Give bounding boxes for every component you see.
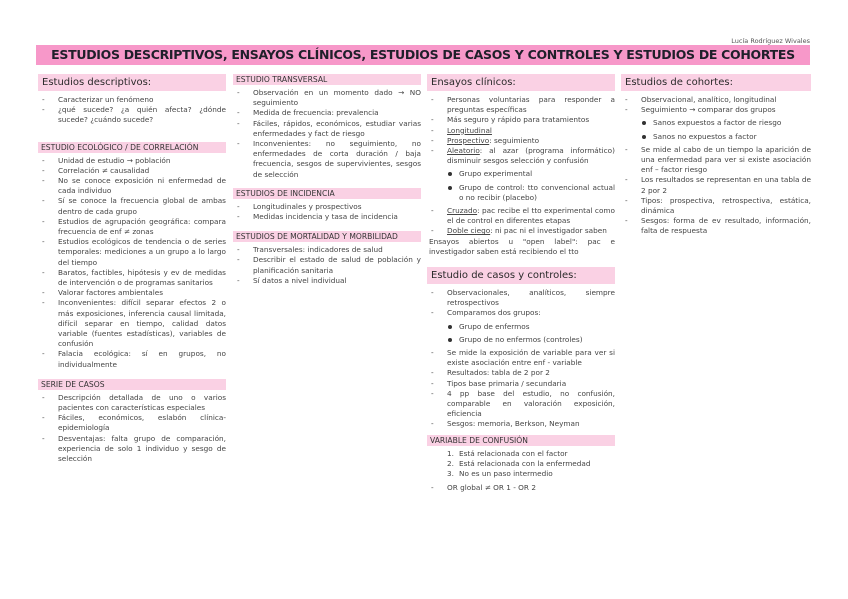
list-casos <box>427 288 615 430</box>
list-item: Sanos no expuestos a factor <box>621 132 811 142</box>
section-header-ensayos: Ensayos clínicos: <box>427 74 615 91</box>
list-transversal <box>233 88 421 180</box>
list-item: - Sí se conoce la frecuencia global de ambas dentro de cada grupo <box>38 196 226 216</box>
list-item: - Fáciles, económicos, eslabón clínica-epidemiología <box>38 413 226 433</box>
subheader-mortalidad: ESTUDIOS DE MORTALIDAD Y MORBILIDAD <box>233 231 421 242</box>
list-item: - Medidas incidencia y tasa de incidencia <box>233 212 421 222</box>
subheader-confusion: VARIABLE DE CONFUSIÓN <box>427 435 615 446</box>
list-item: - Desventajas: falta grupo de comparación, experiencia de solo 1 individuo y sesgo de selección <box>38 434 226 465</box>
list-ensayos <box>427 95 615 257</box>
term-prospectivo: Prospectivo <box>447 135 490 145</box>
subheader-incidencia: ESTUDIOS DE INCIDENCIA <box>233 188 421 199</box>
list-item: - Sí datos a nivel individual <box>233 276 421 286</box>
subheader-transversal: ESTUDIO TRANSVERSAL <box>233 74 421 85</box>
subheader-ecologico: ESTUDIO ECOLÓGICO / DE CORRELACIÓN <box>38 142 226 153</box>
subheader-serie-casos: SERIE DE CASOS <box>38 379 226 390</box>
term-doble-ciego-desc: : ni pac ni el investigador saben <box>490 226 607 236</box>
list-item: - Estudios de agrupación geográfica: compara frecuencia de enf ≠ zonas <box>38 217 226 237</box>
list-mortalidad <box>233 245 421 286</box>
term-cruzado: Cruzado <box>447 206 478 216</box>
list-item <box>427 226 615 236</box>
list-item: - Personas voluntarias para responder a preguntas específicas <box>427 95 615 115</box>
list-cohortes <box>621 95 811 237</box>
column-transversal <box>233 74 421 286</box>
list-text: Está relacionada con la enfermedad <box>459 458 591 468</box>
list-item <box>427 206 615 226</box>
list-item: - 4 pp base del estudio, no confusión, comparable en valoración exposición, eficiencia <box>427 389 615 420</box>
list-item: - Longitudinales y prospectivos <box>233 202 421 212</box>
list-item <box>427 449 615 459</box>
list-text: Está relacionada con el factor <box>459 448 568 458</box>
list-incidencia <box>233 202 421 222</box>
list-item <box>427 146 615 166</box>
list-item: Grupo experimental <box>427 169 615 179</box>
term-longitudinal: Longitudinal <box>447 125 492 135</box>
list-item: - ¿qué sucede? ¿a quién afecta? ¿dónde sucede? ¿cuándo sucede? <box>38 105 226 125</box>
list-item: Grupo de control: tto convencional actual o no recibir (placebo) <box>427 183 615 203</box>
list-item: - Estudios ecológicos de tendencia o de series temporales: mediciones a un grupo a lo largo del tiempo <box>38 237 226 268</box>
list-item: - Falacia ecológica: sí en grupos, no individualmente <box>38 349 226 369</box>
list-item: - Observacionales, analíticos, siempre retrospectivos <box>427 288 615 308</box>
list-item: - Seguimiento → comparar dos grupos <box>621 105 811 115</box>
list-serie-casos <box>38 393 226 464</box>
list-confusion <box>427 449 615 494</box>
list-item: - Transversales: indicadores de salud <box>233 245 421 255</box>
list-item: - Comparamos dos grupos: <box>427 308 615 318</box>
section-header-cohortes: Estudios de cohortes: <box>621 74 811 91</box>
list-item: - No se conoce exposición ni enfermedad de cada individuo <box>38 176 226 196</box>
list-item <box>427 136 615 146</box>
list-item: - Resultados: tabla de 2 por 2 <box>427 368 615 378</box>
term-cruzado-desc: : pac recibe el tto experimental como el de control en diferentes etapas <box>447 206 615 226</box>
list-item: - Tipos: prospectiva, retrospectiva, estática, dinámica <box>621 196 811 216</box>
list-item: - Unidad de estudio → población <box>38 156 226 166</box>
term-aleatorio-desc: : al azar (programa informático) disminuir sesgos selección y confusión <box>447 146 615 166</box>
list-item: - Correlación ≠ causalidad <box>38 166 226 176</box>
list-item: - Inconvenientes: no seguimiento, no enfermedades de corta duración / baja frecuencia, sesgos de supervivientes, sesgos de selección <box>233 139 421 180</box>
list-item <box>427 469 615 479</box>
list-item: - Los resultados se representan en una tabla de 2 por 2 <box>621 175 811 195</box>
term-aleatorio: Aleatorio <box>447 146 480 156</box>
list-item <box>427 459 615 469</box>
section-header-casos: Estudio de casos y controles: <box>427 267 615 284</box>
list-item: - Inconvenientes: difícil separar efectos 2 o más exposiciones, inferencia causal limitada, difícil separar en tiempo, calidad datos variable (fuentes estadísticas), variables de confusión <box>38 298 226 349</box>
list-number: 3. <box>447 469 454 479</box>
list-item <box>427 126 615 136</box>
list-item: - Más seguro y rápido para tratamientos <box>427 115 615 125</box>
term-doble-ciego: Doble ciego <box>447 226 491 236</box>
page-title: ESTUDIOS DESCRIPTIVOS, ENSAYOS CLÍNICOS, ESTUDIOS DE CASOS Y CONTROLES Y ESTUDIOS DE COHORTES <box>36 45 810 65</box>
list-item: - Sesgos: forma de ev resultado, información, falta de respuesta <box>621 216 811 236</box>
list-item: - Medida de frecuencia: prevalencia <box>233 108 421 118</box>
list-item: - Se mide al cabo de un tiempo la aparición de una enfermedad para ver si existe asociación enf – factor riesgo <box>621 145 811 176</box>
list-item: - Observación en un momento dado → NO seguimiento <box>233 88 421 108</box>
list-item: - Baratos, factibles, hipótesis y ev de medidas de intervención o de programas sanitarios <box>38 268 226 288</box>
author-name: Lucía Rodríguez Wivales <box>731 37 810 45</box>
list-descriptivos <box>38 95 226 126</box>
term-prospectivo-desc: : seguimiento <box>489 135 540 145</box>
column-descriptivos <box>38 74 226 464</box>
list-number: 2. <box>447 458 454 468</box>
list-item: - Tipos base primaria / secundaria <box>427 379 615 389</box>
list-item: Ensayos abiertos u "open label": pac e investigador saben está recibiendo el tto <box>429 236 615 256</box>
list-item: - Valorar factores ambientales <box>38 288 226 298</box>
list-item: - Se mide la exposición de variable para ver si existe asociación entre enf - variable <box>427 348 615 368</box>
column-cohortes <box>621 74 811 237</box>
list-item: - OR global ≠ OR 1 - OR 2 <box>427 483 615 493</box>
list-item: - Describir el estado de salud de población y planificación sanitaria <box>233 255 421 275</box>
list-item: - Observacional, analítico, longitudinal <box>621 95 811 105</box>
list-item: - Fáciles, rápidos, económicos, estudiar varias enfermedades y fact de riesgo <box>233 119 421 139</box>
list-item: - Sesgos: memoria, Berkson, Neyman <box>427 419 615 429</box>
list-item: Sanos expuestos a factor de riesgo <box>621 118 811 128</box>
section-header-descriptivos: Estudios descriptivos: <box>38 74 226 91</box>
list-item: Grupo de no enfermos (controles) <box>427 335 615 345</box>
list-number: 1. <box>447 448 454 458</box>
list-ecologico <box>38 156 226 370</box>
list-item: - Descripción detallada de uno o varios pacientes con características especiales <box>38 393 226 413</box>
list-item: - Caracterizar un fenómeno <box>38 95 226 105</box>
list-text: No es un paso intermedio <box>459 469 553 479</box>
list-item: Grupo de enfermos <box>427 322 615 332</box>
column-ensayos <box>427 74 615 494</box>
